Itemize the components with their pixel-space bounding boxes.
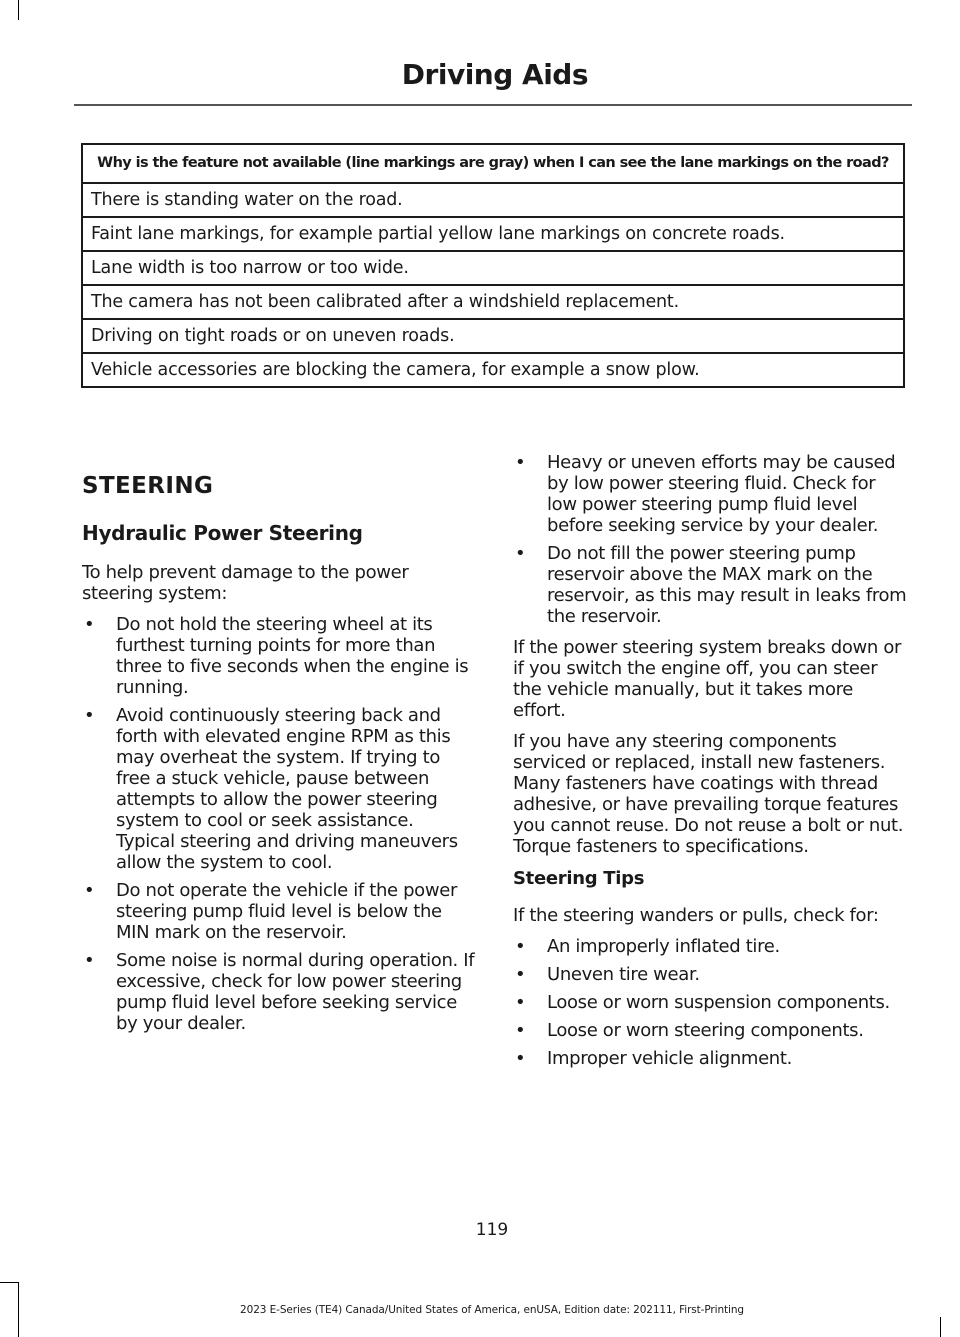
list-item: [513, 452, 908, 536]
faq-question: Why is the feature not available (line markings are gray) when I can see the lane markings on the road?: [82, 144, 904, 183]
faq-answer: Driving on tight roads or on uneven roads.: [82, 319, 904, 353]
table-row: [82, 319, 904, 353]
list-item-text: Avoid continuously steering back and forth with elevated engine RPM as this may overheat the system. If trying to free a stuck vehicle, pause between attempts to allow the power steering system to cool or seek assistance. Typical steering and driving maneuvers allow the system to cool.: [116, 705, 458, 873]
list-item: [513, 936, 908, 957]
table-row: [82, 285, 904, 319]
list-item: [82, 950, 477, 1034]
bullet-icon: •: [84, 614, 95, 635]
list-item: [513, 1048, 908, 1069]
subsection-heading: Hydraulic Power Steering: [82, 521, 363, 545]
list-item: [82, 614, 477, 698]
list-item: [82, 880, 477, 943]
header-rule: [74, 104, 912, 106]
list-item-text: An improperly inflated tire.: [547, 936, 780, 957]
precaution-list-continued: [513, 452, 908, 627]
bullet-icon: •: [515, 964, 526, 985]
faq-answer: Faint lane markings, for example partial yellow lane markings on concrete roads.: [82, 217, 904, 251]
bullet-icon: •: [515, 1048, 526, 1069]
table-row: [82, 217, 904, 251]
list-item-text: Do not fill the power steering pump reservoir above the MAX mark on the reservoir, as this may result in leaks from the reservoir.: [547, 543, 907, 627]
list-item: [513, 964, 908, 985]
list-item: [513, 1020, 908, 1041]
crop-mark-bottom-left-horizontal: [0, 1282, 18, 1283]
list-item-text: Do not hold the steering wheel at its furthest turning points for more than three to five seconds when the engine is running.: [116, 614, 469, 698]
table-row: [82, 353, 904, 387]
table-row: [82, 183, 904, 217]
left-column: [82, 470, 477, 1044]
faq-answer: Vehicle accessories are blocking the camera, for example a snow plow.: [82, 353, 904, 387]
faq-answer: The camera has not been calibrated after a windshield replacement.: [82, 285, 904, 319]
list-item-text: Some noise is normal during operation. If excessive, check for low power steering pump fluid level before seeking service by your dealer.: [116, 950, 475, 1034]
list-item-text: Heavy or uneven efforts may be caused by low power steering fluid. Check for low power steering pump fluid level before seeking service by your dealer.: [547, 452, 896, 536]
precaution-list: [82, 614, 477, 1034]
bullet-icon: •: [84, 950, 95, 971]
tips-list: [513, 936, 908, 1069]
list-item: [82, 705, 477, 873]
intro-paragraph: To help prevent damage to the power steering system:: [82, 562, 409, 604]
bullet-icon: •: [515, 992, 526, 1013]
right-column: [513, 452, 908, 1079]
crop-mark-top-left: [18, 0, 19, 20]
page-number: 119: [475, 1220, 509, 1240]
tips-intro: If the steering wanders or pulls, check for:: [513, 905, 879, 926]
section-title: Driving Aids: [401, 58, 588, 91]
list-item: [513, 543, 908, 627]
list-item-text: Uneven tire wear.: [547, 964, 700, 985]
crop-mark-bottom-right: [940, 1317, 941, 1337]
bullet-icon: •: [515, 1020, 526, 1041]
list-item-text: Improper vehicle alignment.: [547, 1048, 792, 1069]
bullet-icon: •: [84, 705, 95, 726]
steering-tips-heading: Steering Tips: [513, 868, 645, 889]
bullet-icon: •: [515, 452, 526, 473]
faq-header-row: [82, 144, 904, 183]
bullet-icon: •: [515, 543, 526, 564]
edition-footer: 2023 E-Series (TE4) Canada/United States of America, enUSA, Edition date: 202111, First-Printing: [240, 1304, 744, 1316]
list-item-text: Do not operate the vehicle if the power steering pump fluid level is below the MIN mark on the reservoir.: [116, 880, 457, 943]
section-heading: STEERING: [82, 473, 214, 499]
table-row: [82, 251, 904, 285]
faq-table: [81, 143, 905, 388]
bullet-icon: •: [84, 880, 95, 901]
bullet-icon: •: [515, 936, 526, 957]
faq-answer: Lane width is too narrow or too wide.: [82, 251, 904, 285]
faq-answer: There is standing water on the road.: [82, 183, 904, 217]
fasteners-paragraph: If you have any steering components serviced or replaced, install new fasteners. Many fasteners have coatings with thread adhesive, or have prevailing torque features you cannot reuse. Do not reuse a bolt or nut. Torque fasteners to specifications.: [513, 731, 904, 857]
list-item: [513, 992, 908, 1013]
list-item-text: Loose or worn suspension components.: [547, 992, 890, 1013]
list-item-text: Loose or worn steering components.: [547, 1020, 864, 1041]
breakdown-paragraph: If the power steering system breaks down or if you switch the engine off, you can steer the vehicle manually, but it takes more effort.: [513, 637, 902, 721]
